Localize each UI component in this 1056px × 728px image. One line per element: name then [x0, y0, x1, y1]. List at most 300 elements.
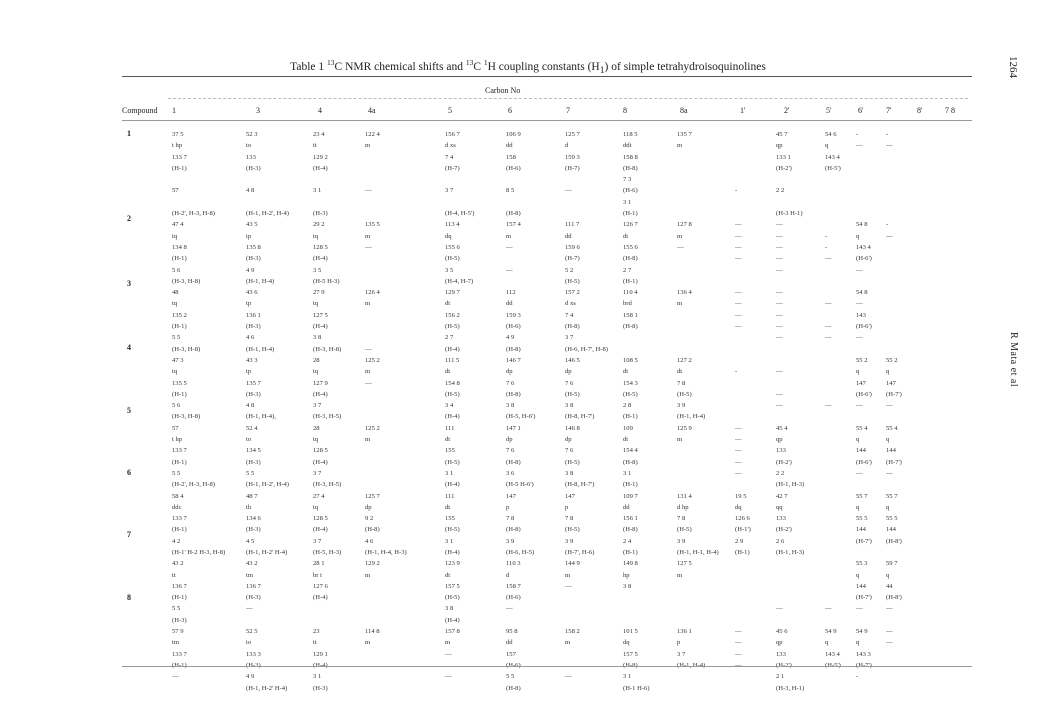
table-cell [677, 581, 719, 592]
table-cell: (H-7') [856, 661, 872, 669]
table-cell: (H-8) [506, 345, 521, 353]
table-cell: 43 6 [246, 289, 258, 297]
table-cell: to [246, 436, 252, 444]
table-cell: 48 7 [246, 492, 258, 500]
table-cell: tq [313, 436, 319, 444]
table-cell [856, 276, 872, 287]
table-cell [825, 310, 841, 321]
table-cell: 125 7 [565, 131, 580, 138]
table-cell: 127 5 [677, 560, 692, 568]
table-cell: 7 4 [445, 153, 454, 161]
table-cell [886, 411, 902, 422]
table-cell: (H-1, H-4) [677, 661, 706, 669]
table-cell [735, 603, 751, 614]
table-cell: ddc [172, 503, 182, 511]
table-cell: (H-8') [886, 594, 902, 602]
table-cell: — [246, 605, 253, 613]
table-cell: 113 4 [445, 221, 460, 229]
header-compound: Compound [122, 106, 158, 115]
table-cell: 110 3 [506, 560, 521, 568]
table-cell: (H-7) [445, 164, 460, 172]
table-cell [313, 197, 341, 208]
table-cell [506, 615, 535, 626]
table-cell: q [856, 571, 860, 579]
table-cell: 111 [445, 492, 455, 500]
table-cell: (H-8) [623, 164, 638, 172]
table-cell: 129 2 [313, 153, 328, 161]
table-cell: (H-1, H-2' H-4) [246, 548, 288, 556]
table-cell: — [735, 255, 742, 263]
table-cell: (H-1) [172, 164, 187, 172]
table-cell: m [445, 639, 451, 647]
table-cell [365, 253, 407, 264]
table-cell: m [365, 571, 371, 579]
column-c7p [886, 129, 902, 649]
table-cell: 23 4 [313, 131, 325, 138]
table-cell: 143 4 [856, 243, 871, 251]
table-cell: dq [445, 232, 452, 240]
table-cell: — [365, 379, 372, 387]
table-cell: 7 6 [506, 379, 515, 387]
table-cell: 159 3 [506, 311, 521, 319]
table-cell: q [856, 639, 860, 647]
table-cell: 135 5 [172, 379, 187, 387]
table-cell: 131 4 [677, 492, 692, 500]
header-carbon-12: 5' [826, 106, 832, 115]
table-cell [677, 457, 719, 468]
table-cell: 147 1 [506, 424, 521, 432]
table-cell: br t [313, 571, 322, 579]
table-cell [825, 423, 841, 434]
table-title: Table 1 $^{13}$C NMR chemical shifts and $^{13}$C $^1$H coupling constants $(H_1)$ of simple tetrahydroisoquinolines [290, 58, 766, 77]
table-cell: 3 7 [677, 650, 686, 658]
table-cell: tq [313, 300, 319, 308]
table-cell: m [365, 300, 371, 308]
table-cell: 129 1 [313, 650, 328, 658]
table-cell: (H-1) [735, 548, 750, 556]
table-cell: 133 3 [246, 650, 261, 658]
table-cell: (H-3, H-8) [172, 413, 201, 421]
table-cell [365, 197, 407, 208]
table-cell: 110 4 [623, 289, 638, 297]
table-cell: 134 5 [246, 447, 261, 455]
table-cell: 3 4 [445, 402, 454, 410]
table-cell: — [565, 187, 572, 195]
table-cell: 5 5 [172, 469, 181, 477]
table-cell: (H-1, H-4, H-3) [365, 548, 407, 556]
table-cell: — [886, 469, 893, 477]
table-cell [677, 265, 719, 276]
table-cell: 155 6 [623, 243, 638, 251]
table-cell [886, 332, 902, 343]
table-cell [735, 265, 751, 276]
table-cell: (H-5) [445, 323, 460, 331]
table-cell: — [735, 661, 742, 669]
table-cell: — [735, 458, 742, 466]
table-cell: 3 1 [313, 187, 322, 195]
table-cell: — [506, 243, 513, 251]
table-cell: (H-6) [623, 187, 638, 195]
table-cell: (H-2') [776, 661, 792, 669]
table-cell [856, 185, 872, 196]
table-cell: 54 8 [856, 221, 868, 229]
table-cell: (H-6) [506, 661, 521, 669]
table-cell: (H-7') [856, 594, 872, 602]
table-cell: q [886, 368, 890, 376]
table-cell [365, 174, 407, 185]
table-cell: 128 5 [313, 447, 328, 455]
table-cell: tq [313, 368, 319, 376]
table-cell: — [735, 628, 742, 636]
table-cell: 3 8 [565, 469, 574, 477]
table-cell: — [735, 289, 742, 297]
table-cell: 109 [623, 424, 633, 432]
table-cell [825, 411, 841, 422]
table-cell: (H-6') [856, 458, 872, 466]
table-cell: — [735, 311, 742, 319]
table-cell: 133 7 [172, 447, 187, 455]
table-cell: m [677, 436, 683, 444]
table-cell [825, 592, 841, 603]
header-carbon-8: 8 [623, 106, 627, 115]
table-cell: tt [172, 571, 176, 579]
table-cell [365, 603, 407, 614]
table-cell: (H-8) [623, 526, 638, 534]
table-cell: 133 [776, 515, 786, 523]
table-cell [735, 581, 751, 592]
table-cell: — [776, 390, 783, 398]
table-cell: (H-1' H-2 H-3, H-8) [172, 548, 226, 556]
table-cell [776, 592, 804, 603]
table-cell: tq [313, 232, 319, 240]
table-cell: — [735, 300, 742, 308]
table-cell [677, 152, 719, 163]
table-cell: dd [506, 300, 513, 308]
table-cell [856, 152, 872, 163]
table-cell: 2 7 [623, 266, 632, 274]
table-cell: 43 3 [246, 356, 258, 364]
table-cell [886, 615, 902, 626]
table-cell [246, 174, 289, 185]
table-cell: 2 6 [776, 537, 785, 545]
table-cell: q [886, 436, 890, 444]
table-cell: 59 7 [886, 560, 898, 568]
table-cell: (H-8) [623, 458, 638, 466]
table-cell: 27 9 [313, 289, 325, 297]
table-cell: (H-5) [565, 277, 580, 285]
header-carbon-15: 8' [917, 106, 923, 115]
table-cell: 146 8 [565, 424, 580, 432]
table-cell: (H-4) [445, 616, 460, 624]
table-cell: t hp [172, 142, 183, 150]
compound-number: 1 [127, 129, 131, 138]
table-cell [677, 185, 719, 196]
table-cell: m [565, 639, 571, 647]
table-cell: qp [776, 639, 783, 647]
table-cell: 4 8 [246, 402, 255, 410]
table-cell: 127 6 [313, 582, 328, 590]
table-cell: 55 4 [856, 424, 868, 432]
table-cell: d hp [677, 503, 689, 511]
table-cell: 144 9 [565, 560, 580, 568]
table-cell: 52 3 [246, 131, 258, 138]
table-cell: (H-2') [776, 458, 792, 466]
table-cell [886, 242, 902, 253]
table-cell: (H-1) [623, 413, 638, 421]
table-cell [623, 332, 650, 343]
table-cell: 95 8 [506, 628, 518, 636]
table-cell [365, 479, 407, 490]
table-cell [623, 603, 650, 614]
table-cell: 57 [172, 187, 179, 195]
table-cell: dp [506, 368, 513, 376]
table-cell: (H-8) [506, 684, 521, 692]
table-cell: (H-4) [313, 594, 328, 602]
table-cell: — [735, 650, 742, 658]
table-cell [735, 276, 751, 287]
table-cell: qp [776, 142, 783, 150]
table-cell: - [886, 131, 889, 138]
table-cell [776, 378, 804, 389]
table-cell: (H-8, H-7') [565, 481, 595, 489]
table-cell: 158 2 [565, 628, 580, 636]
table-cell: 158 8 [623, 153, 638, 161]
compound-number: 4 [127, 343, 131, 352]
table-cell: dq [735, 503, 742, 511]
table-cell: 3 1 [623, 198, 632, 206]
table-cell: 7 4 [565, 311, 574, 319]
table-cell: 133 1 [776, 153, 791, 161]
table-cell: (H-1') [735, 526, 751, 534]
table-cell [445, 174, 474, 185]
table-cell: tm [246, 571, 253, 579]
table-cell: 4 5 [246, 537, 255, 545]
table-cell: (H-1, H-2' H-4) [246, 684, 288, 692]
table-cell: — [776, 323, 783, 331]
table-cell [735, 355, 751, 366]
table-cell: 2 7 [445, 334, 454, 342]
table-cell: dd [506, 142, 513, 150]
table-cell: (H-1 H-6) [623, 684, 650, 692]
table-cell [365, 389, 407, 400]
table-cell: — [776, 221, 783, 229]
table-cell: (H-8) [623, 323, 638, 331]
table-cell: (H-1) [172, 458, 187, 466]
table-cell: (H-3, H-8) [172, 345, 201, 353]
table-cell: (H-5) [445, 458, 460, 466]
table-cell: - [856, 131, 859, 138]
table-cell: tp [246, 368, 252, 376]
table-cell: 5 6 [172, 266, 181, 274]
table-cell: 157 4 [506, 221, 521, 229]
table-cell: 158 7 [506, 582, 521, 590]
compound-number: 2 [127, 214, 131, 223]
table-cell [856, 344, 872, 355]
table-cell [825, 502, 841, 513]
table-cell: 7 8 [677, 379, 686, 387]
compound-number: 6 [127, 468, 131, 477]
table-cell [506, 253, 535, 264]
table-cell: 128 5 [313, 515, 328, 523]
table-cell: 157 5 [445, 582, 460, 590]
table-cell: — [365, 243, 372, 251]
table-cell: d [506, 571, 510, 579]
table-cell: — [825, 255, 832, 263]
table-cell: 3 1 [623, 469, 632, 477]
table-cell: (H-1) [623, 481, 638, 489]
table-cell: (H-4) [313, 390, 328, 398]
table-cell: (H-2') [776, 164, 792, 172]
table-cell [825, 378, 841, 389]
table-cell: 111 5 [445, 356, 460, 364]
compound-number: 7 [127, 530, 131, 539]
table-cell: — [886, 605, 893, 613]
table-cell [677, 276, 719, 287]
table-cell [856, 163, 872, 174]
table-cell: 125 9 [677, 424, 692, 432]
table-cell [313, 603, 341, 614]
table-cell: 133 [776, 650, 786, 658]
table-cell [365, 411, 407, 422]
table-cell: dq [623, 639, 630, 647]
table-cell: q [825, 142, 829, 150]
table-cell: (H-8) [623, 255, 638, 263]
table-cell [886, 253, 902, 264]
table-cell: 4 2 [172, 537, 181, 545]
table-cell: 108 5 [623, 356, 638, 364]
table-cell: (H-2', H-3, H-8) [172, 210, 215, 218]
table-cell: 133 7 [172, 515, 187, 523]
table-cell: 2 4 [623, 537, 632, 545]
column-c8a [677, 129, 719, 671]
table-cell: (H-6, H-7', H-8) [565, 345, 608, 353]
table-cell [825, 265, 841, 276]
table-cell [735, 479, 751, 490]
page-number: 1264 [1007, 56, 1019, 78]
table-cell: (H-1) [172, 255, 187, 263]
table-cell: 147 [886, 379, 896, 387]
table-cell: tp [246, 232, 252, 240]
table-top-rule [122, 76, 972, 77]
table-cell: q [856, 436, 860, 444]
table-cell [565, 208, 608, 219]
table-cell [677, 321, 719, 332]
table-cell: — [825, 334, 832, 342]
table-cell: th [246, 503, 252, 511]
table-cell [825, 570, 841, 581]
table-cell: 58 4 [172, 492, 184, 500]
table-cell: 57 [172, 424, 179, 432]
table-cell [825, 479, 841, 490]
table-cell: 143 4 [825, 153, 840, 161]
table-cell: — [172, 673, 179, 681]
table-cell [776, 411, 804, 422]
table-cell: m [365, 142, 371, 150]
table-cell [776, 355, 804, 366]
table-cell: 28 1 [313, 560, 325, 568]
table-cell [506, 197, 535, 208]
table-cell: (H-4) [313, 255, 328, 263]
table-cell [506, 276, 535, 287]
table-cell [365, 400, 407, 411]
table-cell: q [856, 232, 860, 240]
table-cell: 135 7 [246, 379, 261, 387]
header-carbon-3: 4 [318, 106, 322, 115]
column-c1p [735, 129, 751, 671]
table-cell: (H-1, H-1, H-4) [677, 548, 719, 556]
table-cell: (H-7') [886, 458, 902, 466]
table-cell: 48 [172, 289, 179, 297]
table-cell: (H-5) [565, 526, 580, 534]
table-cell: 136 1 [677, 628, 692, 636]
table-cell: 3 7 [565, 334, 574, 342]
table-cell: 159 6 [565, 243, 580, 251]
table-cell: 3 5 [313, 266, 322, 274]
table-cell [623, 344, 650, 355]
table-cell [825, 208, 841, 219]
table-cell: m [677, 142, 683, 150]
table-cell: (H-5) [623, 390, 638, 398]
table-cell [365, 163, 407, 174]
table-cell [735, 389, 751, 400]
table-cell: (H-8, H-7') [565, 413, 595, 421]
table-cell [565, 615, 608, 626]
table-cell: 158 1 [623, 311, 638, 319]
table-cell [677, 592, 719, 603]
table-cell [677, 197, 719, 208]
table-cell: 123 9 [445, 560, 460, 568]
table-cell: 23 [313, 628, 320, 636]
table-cell: — [886, 402, 893, 410]
table-cell: (H-2') [776, 526, 792, 534]
table-cell: — [776, 605, 783, 613]
table-cell: (H-6) [506, 164, 521, 172]
table-cell [856, 174, 872, 185]
table-cell: (H-5) [677, 526, 692, 534]
table-cell [365, 152, 407, 163]
table-cell: (H-8) [506, 210, 521, 218]
table-cell: — [776, 368, 783, 376]
table-cell: 2 1 [776, 673, 785, 681]
table-cell: — [735, 243, 742, 251]
table-cell: 143 4 [825, 650, 840, 658]
header-carbon-11: 2' [784, 106, 790, 115]
table-cell: tq [172, 300, 178, 308]
table-cell: dp [506, 436, 513, 444]
table-cell: - [825, 232, 828, 240]
table-cell: to [246, 142, 252, 150]
table-cell: (H-3) [246, 323, 261, 331]
table-cell: 147 [506, 492, 516, 500]
table-cell: 55 4 [886, 424, 898, 432]
table-cell: 54 9 [825, 628, 837, 636]
table-cell: 43 5 [246, 221, 258, 229]
table-cell: — [776, 334, 783, 342]
table-cell [735, 592, 751, 603]
table-cell [735, 558, 751, 569]
table-cell: — [776, 243, 783, 251]
table-cell: (H-1, H-4) [246, 345, 275, 353]
table-cell: 155 6 [445, 243, 460, 251]
header-carbon-10: 1' [740, 106, 746, 115]
table-cell [825, 276, 841, 287]
table-cell: to [246, 639, 252, 647]
carbon-no-rule [168, 98, 968, 99]
table-cell: 29 2 [313, 221, 325, 229]
table-cell [735, 378, 751, 389]
table-cell: 37 5 [172, 131, 184, 138]
table-cell: dt [677, 368, 683, 376]
